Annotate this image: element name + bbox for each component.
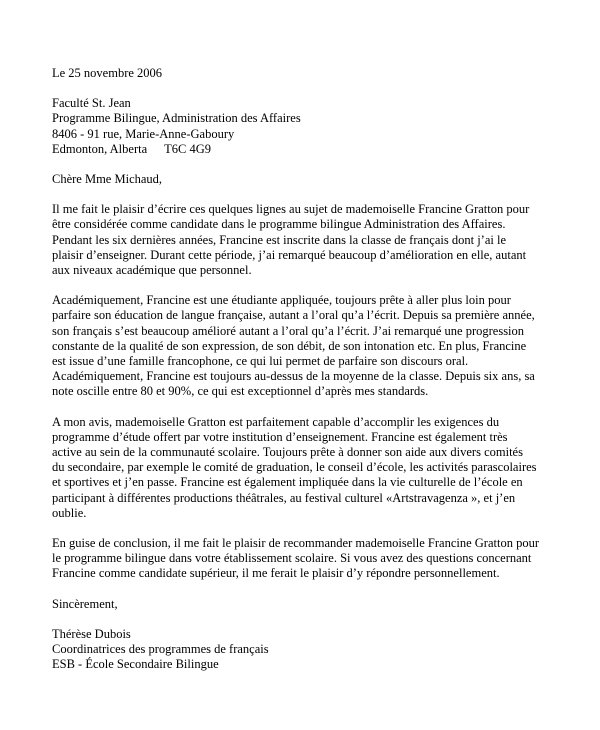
signature-title: Coordinatrices des programmes de français: [52, 642, 269, 657]
salutation: Chère Mme Michaud,: [52, 172, 163, 187]
paragraph-line: son français s’est beaucoup amélioré autant a l’oral qu’a l’écrit. J’ai remarqué une progression: [52, 323, 525, 338]
paragraph-line: A mon avis, mademoiselle Gratton est parfaitement capable d’accomplir les exigences du: [52, 414, 500, 429]
recipient-line-3: 8406 - 91 rue, Marie-Anne-Gaboury: [52, 126, 235, 141]
paragraph-line: En guise de conclusion, il me fait le plaisir de recommander mademoiselle Francine Gratton pour: [52, 536, 539, 551]
signature-name: Thérèse Dubois: [52, 626, 131, 641]
letter-date: Le 25 novembre 2006: [52, 66, 163, 80]
letter-page: [52, 66, 572, 688]
paragraph-4: [52, 536, 572, 582]
paragraph-line: parfaire son éducation de langue française, autant a l’oral qu’a l’écrit. Depuis sa première année,: [52, 308, 535, 323]
paragraph-line: constante de la qualité de son expression, de son débit, de son intonation etc. En plus, Francine: [52, 338, 527, 353]
paragraph-line: participant à différentes productions théâtrales, au festival culturel «Artstravagenza », et j’en: [52, 490, 516, 505]
paragraph-line: Académiquement, Francine est une étudiante appliquée, toujours prête à aller plus loin pour: [52, 293, 511, 308]
paragraph-line: active au sein de la communauté scolaire. Toujours prête à donner son aide aux divers comités: [52, 445, 523, 460]
paragraph-line: est issue d’une famille francophone, ce qui lui permet de parfaire son discours oral.: [52, 354, 469, 369]
recipient-line-1: Faculté St. Jean: [52, 96, 131, 111]
paragraph-line: note oscille entre 80 et 90%, ce qui est exceptionnel d’après mes standards.: [52, 384, 429, 399]
paragraph-line: Pendant les six dernières années, Francine est inscrite dans la classe de français dont j’ai le: [52, 232, 507, 247]
paragraph-line: oublie.: [52, 505, 87, 520]
paragraph-line: programme d’étude offert par votre institution d’enseignement. Francine est également très: [52, 429, 508, 444]
closing-block: [52, 597, 572, 612]
paragraph-1: [52, 202, 572, 278]
paragraph-line: Il me fait le plaisir d’écrire ces quelques lignes au sujet de mademoiselle Francine Gratton pour: [52, 202, 530, 217]
paragraph-line: plaisir d’enseigner. Durant cette période, j’ai remarqué beaucoup d’amélioration en elle, autant: [52, 247, 527, 262]
paragraph-2: [52, 293, 572, 399]
paragraph-line: être considérée comme candidate dans le programme bilingue Administration des Affaires.: [52, 217, 506, 232]
paragraph-line: et sportives et j’en passe. Francine est également impliquée dans la vie culturelle de l’école en: [52, 475, 523, 490]
recipient-postal-code: T6C 4G9: [164, 141, 211, 156]
paragraph-3: [52, 415, 572, 521]
salutation-block: [52, 172, 572, 187]
closing: Sincèrement,: [52, 596, 118, 611]
paragraph-line: du secondaire, par exemple le comité de graduation, le conseil d’école, les activités parascolaires: [52, 460, 537, 475]
signature-school: ESB - École Secondaire Bilingue: [52, 657, 219, 672]
signature-block: [52, 627, 572, 673]
letter-date-block: [52, 66, 572, 81]
recipient-address: [52, 96, 572, 157]
paragraph-line: le programme bilingue dans votre établissement scolaire. Si vous avez des questions concernant: [52, 551, 532, 566]
recipient-city: Edmonton, Alberta: [52, 141, 148, 156]
paragraph-line: Académiquement, Francine est toujours au-dessus de la moyenne de la classe. Depuis six ans, sa: [52, 369, 535, 384]
recipient-city-line: [52, 142, 572, 157]
recipient-line-2: Programme Bilingue, Administration des Affaires: [52, 111, 301, 126]
paragraph-line: Francine comme candidate supérieur, il me ferait le plaisir d’y répondre personnellement.: [52, 566, 500, 581]
paragraph-line: aux niveaux académique que personnel.: [52, 263, 252, 278]
